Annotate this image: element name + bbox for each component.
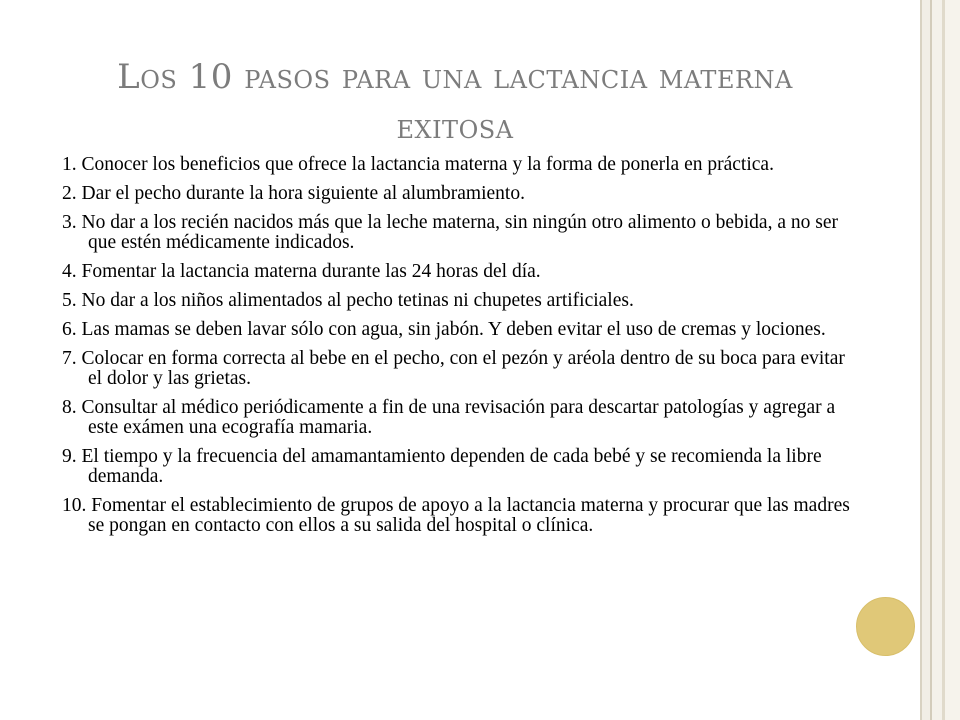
step-item: 8. Consultar al médico periódicamente a fin de una revisación para descartar patologías y agregar a este exámen una ecografía mamaria.	[62, 397, 836, 438]
decorative-stripe	[945, 0, 960, 720]
steps-list	[62, 155, 852, 545]
step-item: 3. No dar a los recién nacidos más que la leche materna, sin ningún otro alimento o bebida, a no ser que estén médicamente indicados.	[62, 212, 838, 253]
decorative-stripe	[932, 0, 942, 720]
step-item: 2. Dar el pecho durante la hora siguiente al alumbramiento.	[62, 183, 525, 204]
slide-title: Los 10 pasos para una lactancia materna exitosa	[117, 57, 793, 147]
step-item: 7. Colocar en forma correcta al bebe en el pecho, con el pezón y aréola dentro de su boca para evitar el dolor y las grietas.	[62, 348, 845, 389]
decorative-stripe	[922, 0, 930, 720]
step-item: 10. Fomentar el establecimiento de grupos de apoyo a la lactancia materna y procurar que las madres se pongan en contacto con ellos a su salida del hospital o clínica.	[62, 495, 850, 536]
step-item: 4. Fomentar la lactancia materna durante las 24 horas del día.	[62, 261, 541, 282]
step-item: 1. Conocer los beneficios que ofrece la lactancia materna y la forma de ponerla en práctica.	[62, 154, 774, 175]
step-item: 6. Las mamas se deben lavar sólo con agua, sin jabón. Y deben evitar el uso de cremas y lociones.	[62, 319, 826, 340]
step-item: 5. No dar a los niños alimentados al pecho tetinas ni chupetes artificiales.	[62, 290, 634, 311]
decorative-circle	[856, 597, 915, 656]
step-item: 9. El tiempo y la frecuencia del amamantamiento dependen de cada bebé y se recomienda la libre demanda.	[62, 446, 822, 487]
